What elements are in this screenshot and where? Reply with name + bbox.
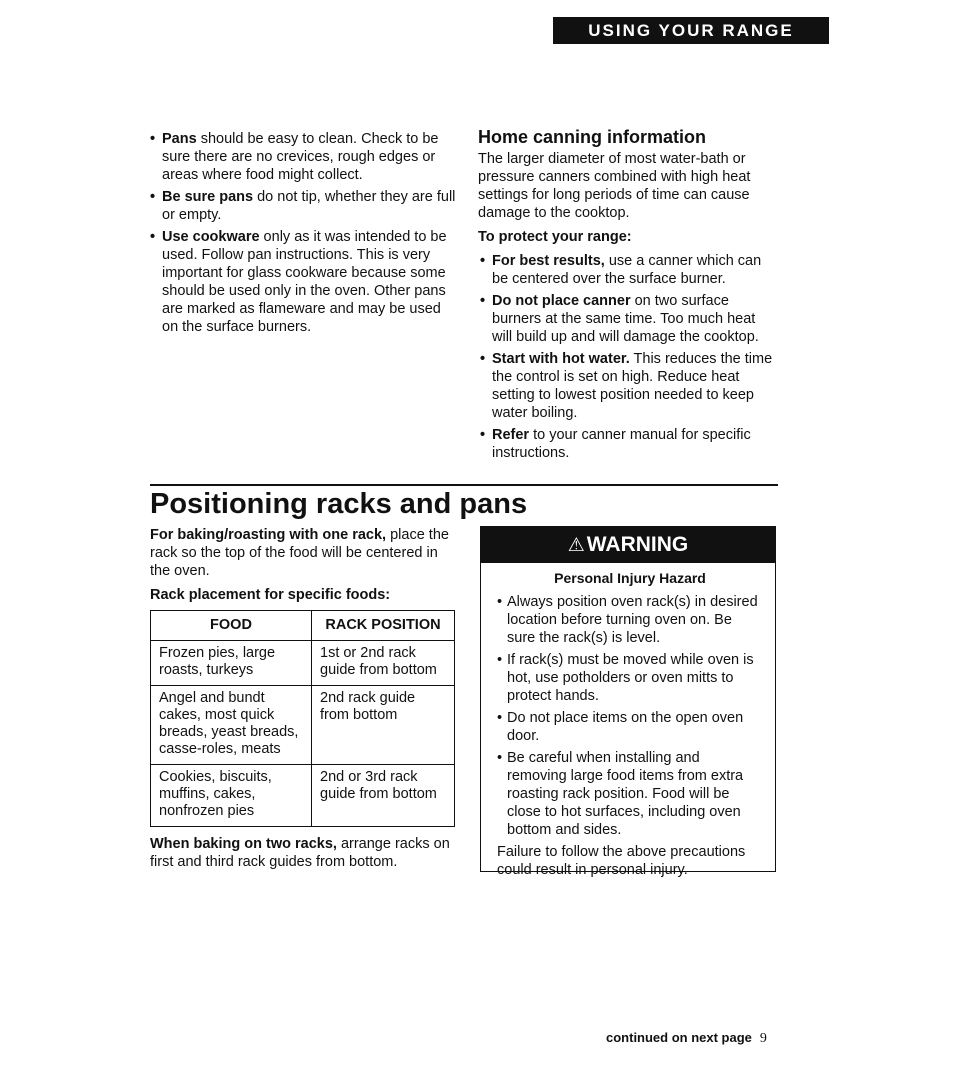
canning-intro: The larger diameter of most water-bath or pressure canners combined with high heat settings for long periods of time can cause damage to the cooktop. bbox=[478, 151, 751, 221]
page-number: 9 bbox=[759, 1031, 767, 1046]
rack-position-column-header: RACK POSITION bbox=[312, 611, 455, 641]
list-item: • Start with hot water. This reduces the time the control is set on high. Reduce heat setting to lowest position needed to keep water boiling. bbox=[480, 350, 778, 422]
food-cell: Angel and bundt cakes, most quick breads, yeast breads, casse-roles, meats bbox=[151, 686, 312, 765]
list-item: • Refer to your canner manual for specific instructions. bbox=[480, 426, 778, 462]
canning-heading: Home canning information bbox=[478, 127, 707, 147]
one-rack-text: For baking/roasting with one rack, place the rack so the top of the food will be centered in the oven. bbox=[150, 527, 449, 579]
warning-box bbox=[480, 526, 776, 878]
canning-column bbox=[478, 128, 778, 466]
warning-header: ⚠WARNING bbox=[481, 527, 775, 563]
rack-position-cell: 2nd rack guide from bottom bbox=[312, 686, 455, 765]
continued-note: continued on next page bbox=[606, 1030, 752, 1045]
food-column-header: FOOD bbox=[151, 611, 312, 641]
warning-item: • If rack(s) must be moved while oven is hot, use potholders or oven mitts to protect hands. bbox=[497, 651, 763, 705]
rack-position-cell: 2nd or 3rd rack guide from bottom bbox=[312, 765, 455, 827]
table-row bbox=[151, 765, 455, 827]
table-row bbox=[151, 641, 455, 686]
section-header-banner: USING YOUR RANGE bbox=[553, 17, 829, 44]
list-item: • For best results, use a canner which can be centered over the surface burner. bbox=[480, 252, 778, 288]
placement-heading: Rack placement for specific foods: bbox=[150, 587, 391, 603]
list-item: • Do not place canner on two surface burners at the same time. Too much heat will build up and will damage the cooktop. bbox=[480, 292, 778, 346]
warning-title: Personal Injury Hazard bbox=[554, 570, 706, 586]
section-title: Positioning racks and pans bbox=[150, 488, 528, 520]
list-item: • Pans should be easy to clean. Check to be sure there are no crevices, rough edges or areas where food might collect. bbox=[150, 130, 460, 184]
two-racks-text: When baking on two racks, arrange racks on first and third rack guides from bottom. bbox=[150, 836, 450, 870]
rack-position-cell: 1st or 2nd rack guide from bottom bbox=[312, 641, 455, 686]
food-cell: Frozen pies, large roasts, turkeys bbox=[151, 641, 312, 686]
table-header-row bbox=[151, 611, 455, 641]
food-cell: Cookies, biscuits, muffins, cakes, nonfrozen pies bbox=[151, 765, 312, 827]
warning-item: • Always position oven rack(s) in desired location before turning oven on. Be sure the rack(s) is level. bbox=[497, 593, 763, 647]
racks-column bbox=[150, 526, 456, 877]
rack-placement-table bbox=[150, 610, 455, 827]
warning-triangle-icon: ⚠ bbox=[567, 535, 585, 556]
warning-item: • Be careful when installing and removing large food items from extra roasting rack position. Food will be close to hot surfaces, including oven bottom and sides. bbox=[497, 749, 763, 839]
table-row bbox=[151, 686, 455, 765]
warning-footer: Failure to follow the above precautions could result in personal injury. bbox=[497, 844, 746, 878]
warning-body bbox=[481, 563, 775, 879]
list-item: • Use cookware only as it was intended to be used. Follow pan instructions. This is very important for glass cookware because some should be used only in the oven. Other pans are marked as flameware and may be used on the surface burners. bbox=[150, 228, 460, 336]
left-column bbox=[150, 130, 460, 340]
warning-item: • Do not place items on the open oven door. bbox=[497, 709, 763, 745]
page-footer bbox=[606, 1030, 767, 1047]
protect-heading: To protect your range: bbox=[478, 229, 632, 245]
list-item: • Be sure pans do not tip, whether they are full or empty. bbox=[150, 188, 460, 224]
